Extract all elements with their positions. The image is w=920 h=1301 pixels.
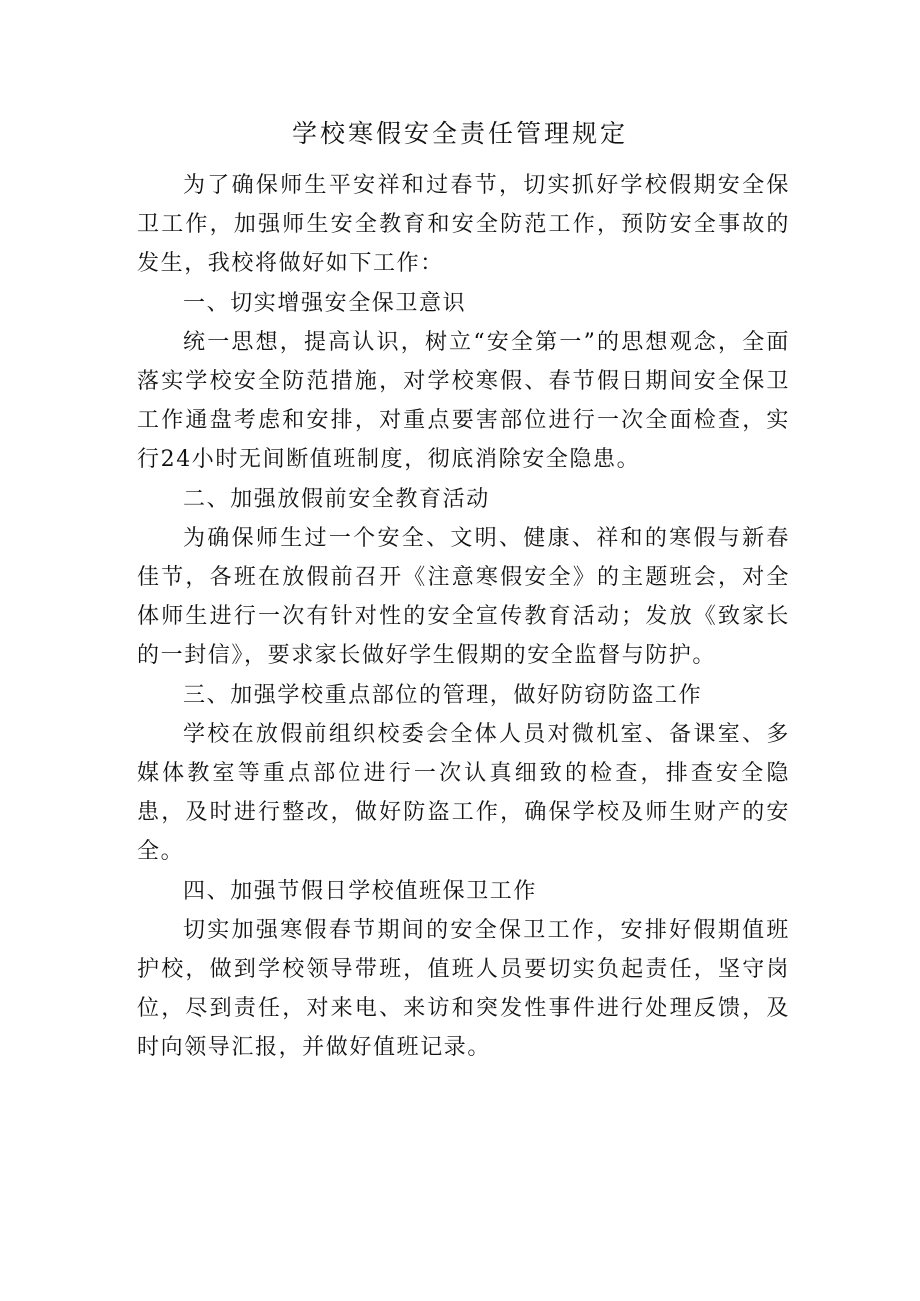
intro-paragraph: 为了确保师生平安祥和过春节，切实抓好学校假期安全保卫工作，加强师生安全教育和安全防范工作，预防安全事故的发生，我校将做好如下工作：: [137, 173, 790, 277]
section-1-paragraph: 统一思想，提高认识，树立“安全第一”的思想观念，全面落实学校安全防范措施，对学校寒假、春节假日期间安全保卫工作通盘考虑和安排，对重点要害部位进行一次全面检查，实行24小时无间断值班制度，彻底消除安全隐患。: [137, 329, 790, 473]
section-3-heading: 三、加强学校重点部位的管理，做好防窃防盗工作: [183, 682, 703, 708]
document-title: 学校寒假安全责任管理规定: [291, 119, 628, 148]
section-4-paragraph: 切实加强寒假春节期间的安全保卫工作，安排好假期值班护校，做到学校领导带班，值班人员要切实负起责任，坚守岗位，尽到责任，对来电、来访和突发性事件进行处理反馈，及时向领导汇报，并做好值班记录。: [137, 917, 790, 1061]
document-body: [137, 166, 790, 1068]
section-4-heading: 四、加强节假日学校值班保卫工作: [183, 878, 538, 904]
section-3-paragraph: 学校在放假前组织校委会全体人员对微机室、备课室、多媒体教室等重点部位进行一次认真细致的检查，排查安全隐患，及时进行整改，做好防盗工作，确保学校及师生财产的安全。: [137, 721, 790, 865]
section-1-heading: 一、切实增强安全保卫意识: [183, 290, 467, 316]
section-2-heading: 二、加强放假前安全教育活动: [183, 486, 490, 512]
section-2-paragraph: 为确保师生过一个安全、文明、健康、祥和的寒假与新春佳节，各班在放假前召开《注意寒假安全》的主题班会，对全体师生进行一次有针对性的安全宣传教育活动；发放《致家长的一封信》，要求家长做好学生假期的安全监督与防护。: [137, 525, 790, 669]
